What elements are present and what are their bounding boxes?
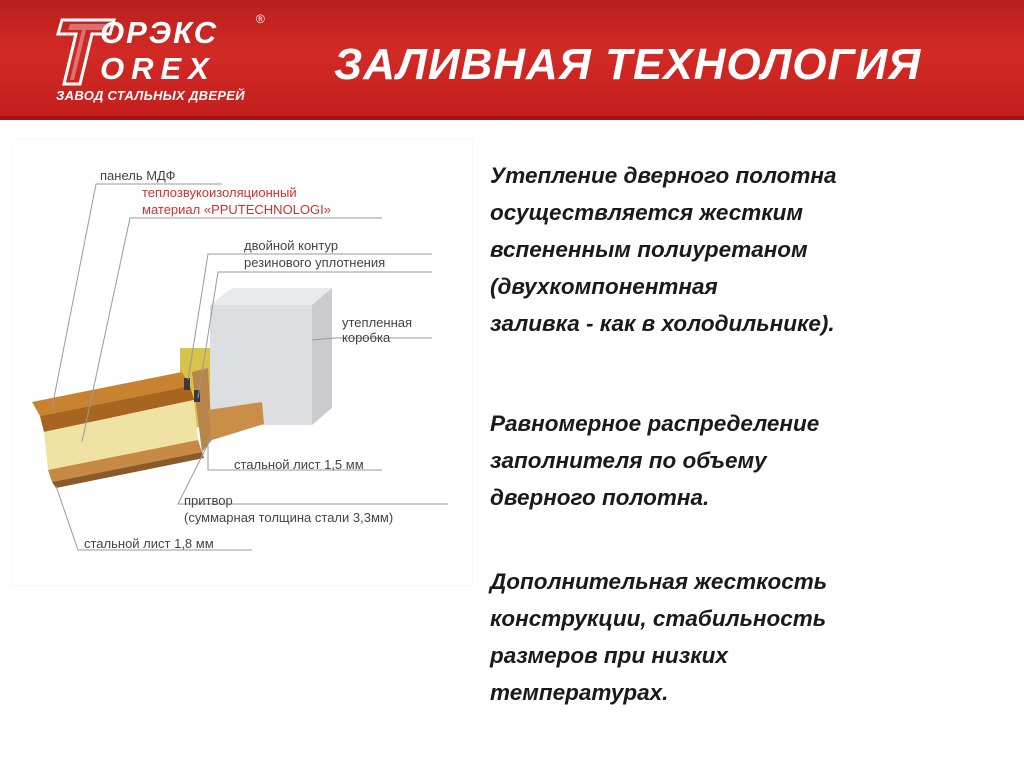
label-rebate-line2: (суммарная толщина стали 3,3мм) xyxy=(184,510,394,525)
paragraph-rigidity: Дополнительная жесткость конструкции, стабильность размеров при низких температурах. xyxy=(490,569,828,705)
logo-text-ru: ОРЭКС xyxy=(100,15,219,50)
label-steel-sheet-18: стальной лист 1,8 мм xyxy=(84,536,214,551)
label-insulation-line1: теплозвукоизоляционный xyxy=(142,185,297,200)
label-seal-line1: двойной контур xyxy=(244,238,339,253)
paragraph-distribution: Равномерное распределение заполнителя по объему дверного полотна. xyxy=(490,411,820,510)
label-frame-line2: коробка xyxy=(342,330,391,345)
label-insulation-line2: материал «PPUTECHNOLOGI» xyxy=(142,202,331,217)
door-cross-section-diagram xyxy=(12,140,472,585)
registered-mark: ® xyxy=(256,12,265,26)
label-seal-line2: резинового уплотнения xyxy=(244,255,386,270)
header-banner xyxy=(0,0,1024,116)
seal-1 xyxy=(184,378,190,390)
label-frame-line1: утепленная xyxy=(342,315,413,330)
frame-top-face xyxy=(210,288,332,305)
company-logo[interactable] xyxy=(56,10,276,106)
header-divider xyxy=(0,116,1024,120)
label-rebate-line1: притвор xyxy=(184,493,233,508)
logo-text-en: OREX xyxy=(100,51,216,86)
paragraph-insulation: Утепление дверного полотна осуществляется жестким вспененным полиуретаном (двухкомпонентная заливка - как в холодильнике). xyxy=(490,163,837,336)
frame-side-face xyxy=(312,288,332,425)
page-title: ЗАЛИВНАЯ ТЕХНОЛОГИЯ xyxy=(334,40,922,89)
label-mdf-panel: панель МДФ xyxy=(100,168,176,183)
logo-subtitle: ЗАВОД СТАЛЬНЫХ ДВЕРЕЙ xyxy=(56,88,245,103)
label-steel-sheet-15: стальной лист 1,5 мм xyxy=(234,457,364,472)
